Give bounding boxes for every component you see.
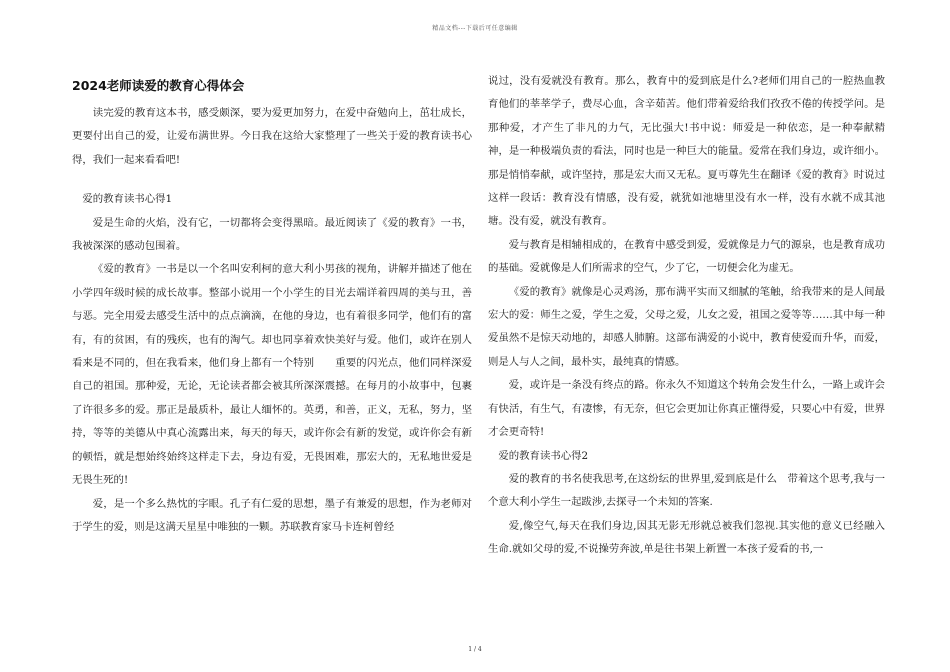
paragraph-continued: 说过，没有爱就没有教育。那么，教育中的爱到底是什么?老师们用自己的一腔热血教育他们的莘莘学子，费尽心血，含辛茹苦。他们带着爱给我们孜孜不倦的传授学问。是那种爱，才产生了非凡的力气，无比强大!书中说：师爱是一种依恋，是一种奉献精神，是一种极端负责的看法，同时也是一种巨大的能量。爱常在我们身边，或许细小。那是悄悄奉献，或许坚持，那是宏大而又无私。夏丏尊先生在翻译《爱的教育》时说过这样一段话：教育没有情感，没有爱，就犹如池塘里没有水一样，没有水就不成其池塘。没有爱，就没有教育。 — [488, 75, 885, 228]
paragraph: 《爱的教育》就像是心灵鸡汤，那布满平实而又细腻的笔触，给我带来的是人间最宏大的爱：师生之爱，学生之爱，父母之爱，儿女之爱，祖国之爱等等……其中每一种爱虽然不是惊天动地的，却感人肺腑。这部布满爱的小说中，教育使爱而升华，而爱，则是人与人之间，最朴实，最纯真的情感。 — [488, 285, 885, 368]
paragraph: 爱与教育是相辅相成的，在教育中感受到爱，爱就像是力气的源泉，也是教育成功的基础。爱就像是人们所需求的空气，少了它，一切便会化为虚无。 — [488, 238, 885, 275]
document-title: 2024老师读爱的教育心得体会 — [72, 78, 245, 93]
paragraph: 爱是生命的火焰，没有它，一切都将会变得黑暗。最近阅读了《爱的教育》一书，我被深深的感动包围着。 — [72, 216, 472, 253]
spacer — [72, 172, 472, 188]
paragraph: 爱，或许是一条没有终点的路。你永久不知道这个转角会发生什么，一路上或许会有快活，有生气，有凄惨，有无奈，但它会更加让你真正懂得爱，只要心中有爱，世界才会更奇特! — [488, 379, 885, 439]
page-number: 1 / 4 — [468, 646, 482, 653]
paragraph: 爱,像空气,每天在我们身边,因其无影无形就总被我们忽视.其实他的意义已经融入生命.就如父母的爱,不说操劳奔波,单是往书架上新置一本孩子爱看的书,一 — [488, 519, 885, 556]
left-column — [72, 70, 472, 539]
header-note: 精品文档---下载后可任意编辑 — [432, 25, 518, 32]
section-heading-1: 爱的教育读书心得1 — [82, 193, 173, 206]
paragraph: 《爱的教育》一书是以一个名叫安利柯的意大利小男孩的视角，讲解并描述了他在小学四年级时候的成长故事。整部小说用一个小学生的目光去端详着四周的美与丑，善与恶。完全用爱去感受生活中的点点滴滴，在他的身边，也有着很多同学，他们有的富有，有的贫困，有的残疾，也有的淘气。却也同享着欢快美好与爱。他们，或许在别人看来是不同的，但在我看来，他们身上都有一个特别 重要的闪光点，他们同样深爱自己的祖国。那种爱，无论，无论读者都会被其所深深震撼。在每月的小故事中，包裹了许很多多的爱。那正是最质朴，最让人缅怀的。英勇，和善，正义，无私，努力，坚持，等等的美德从中真心流露出来，每天的每天，或许你会有新的发觉，或许你会有新的顿悟，就是想始终始终这样走下去，身边有爱，无畏困难，那宏大的，无私地世爱是无畏生死的! — [72, 263, 472, 487]
right-column — [488, 70, 885, 562]
paragraph: 爱的教育的书名使我思考,在这纷纭的世界里,爱到底是什么 带着这个思考,我与一个意大利小学生一起跋涉,去探寻一个未知的答案. — [488, 472, 885, 509]
intro-paragraph: 读完爱的教育这本书，感受颇深，要为爱更加努力，在爱中奋勉向上，茁壮成长，更要付出自己的爱，让爱布满世界。今日我在这给大家整理了一些关于爱的教育读书心得，我们一起来看看吧! — [72, 107, 472, 166]
section-heading-2: 爱的教育读书心得2 — [498, 449, 589, 462]
paragraph: 爱，是一个多么热忱的字眼。孔子有仁爱的思想，墨子有兼爱的思想，作为老师对于学生的爱，则是这满天星星中唯独的一颗。苏联教育家马卡连柯曾经 — [72, 497, 472, 533]
